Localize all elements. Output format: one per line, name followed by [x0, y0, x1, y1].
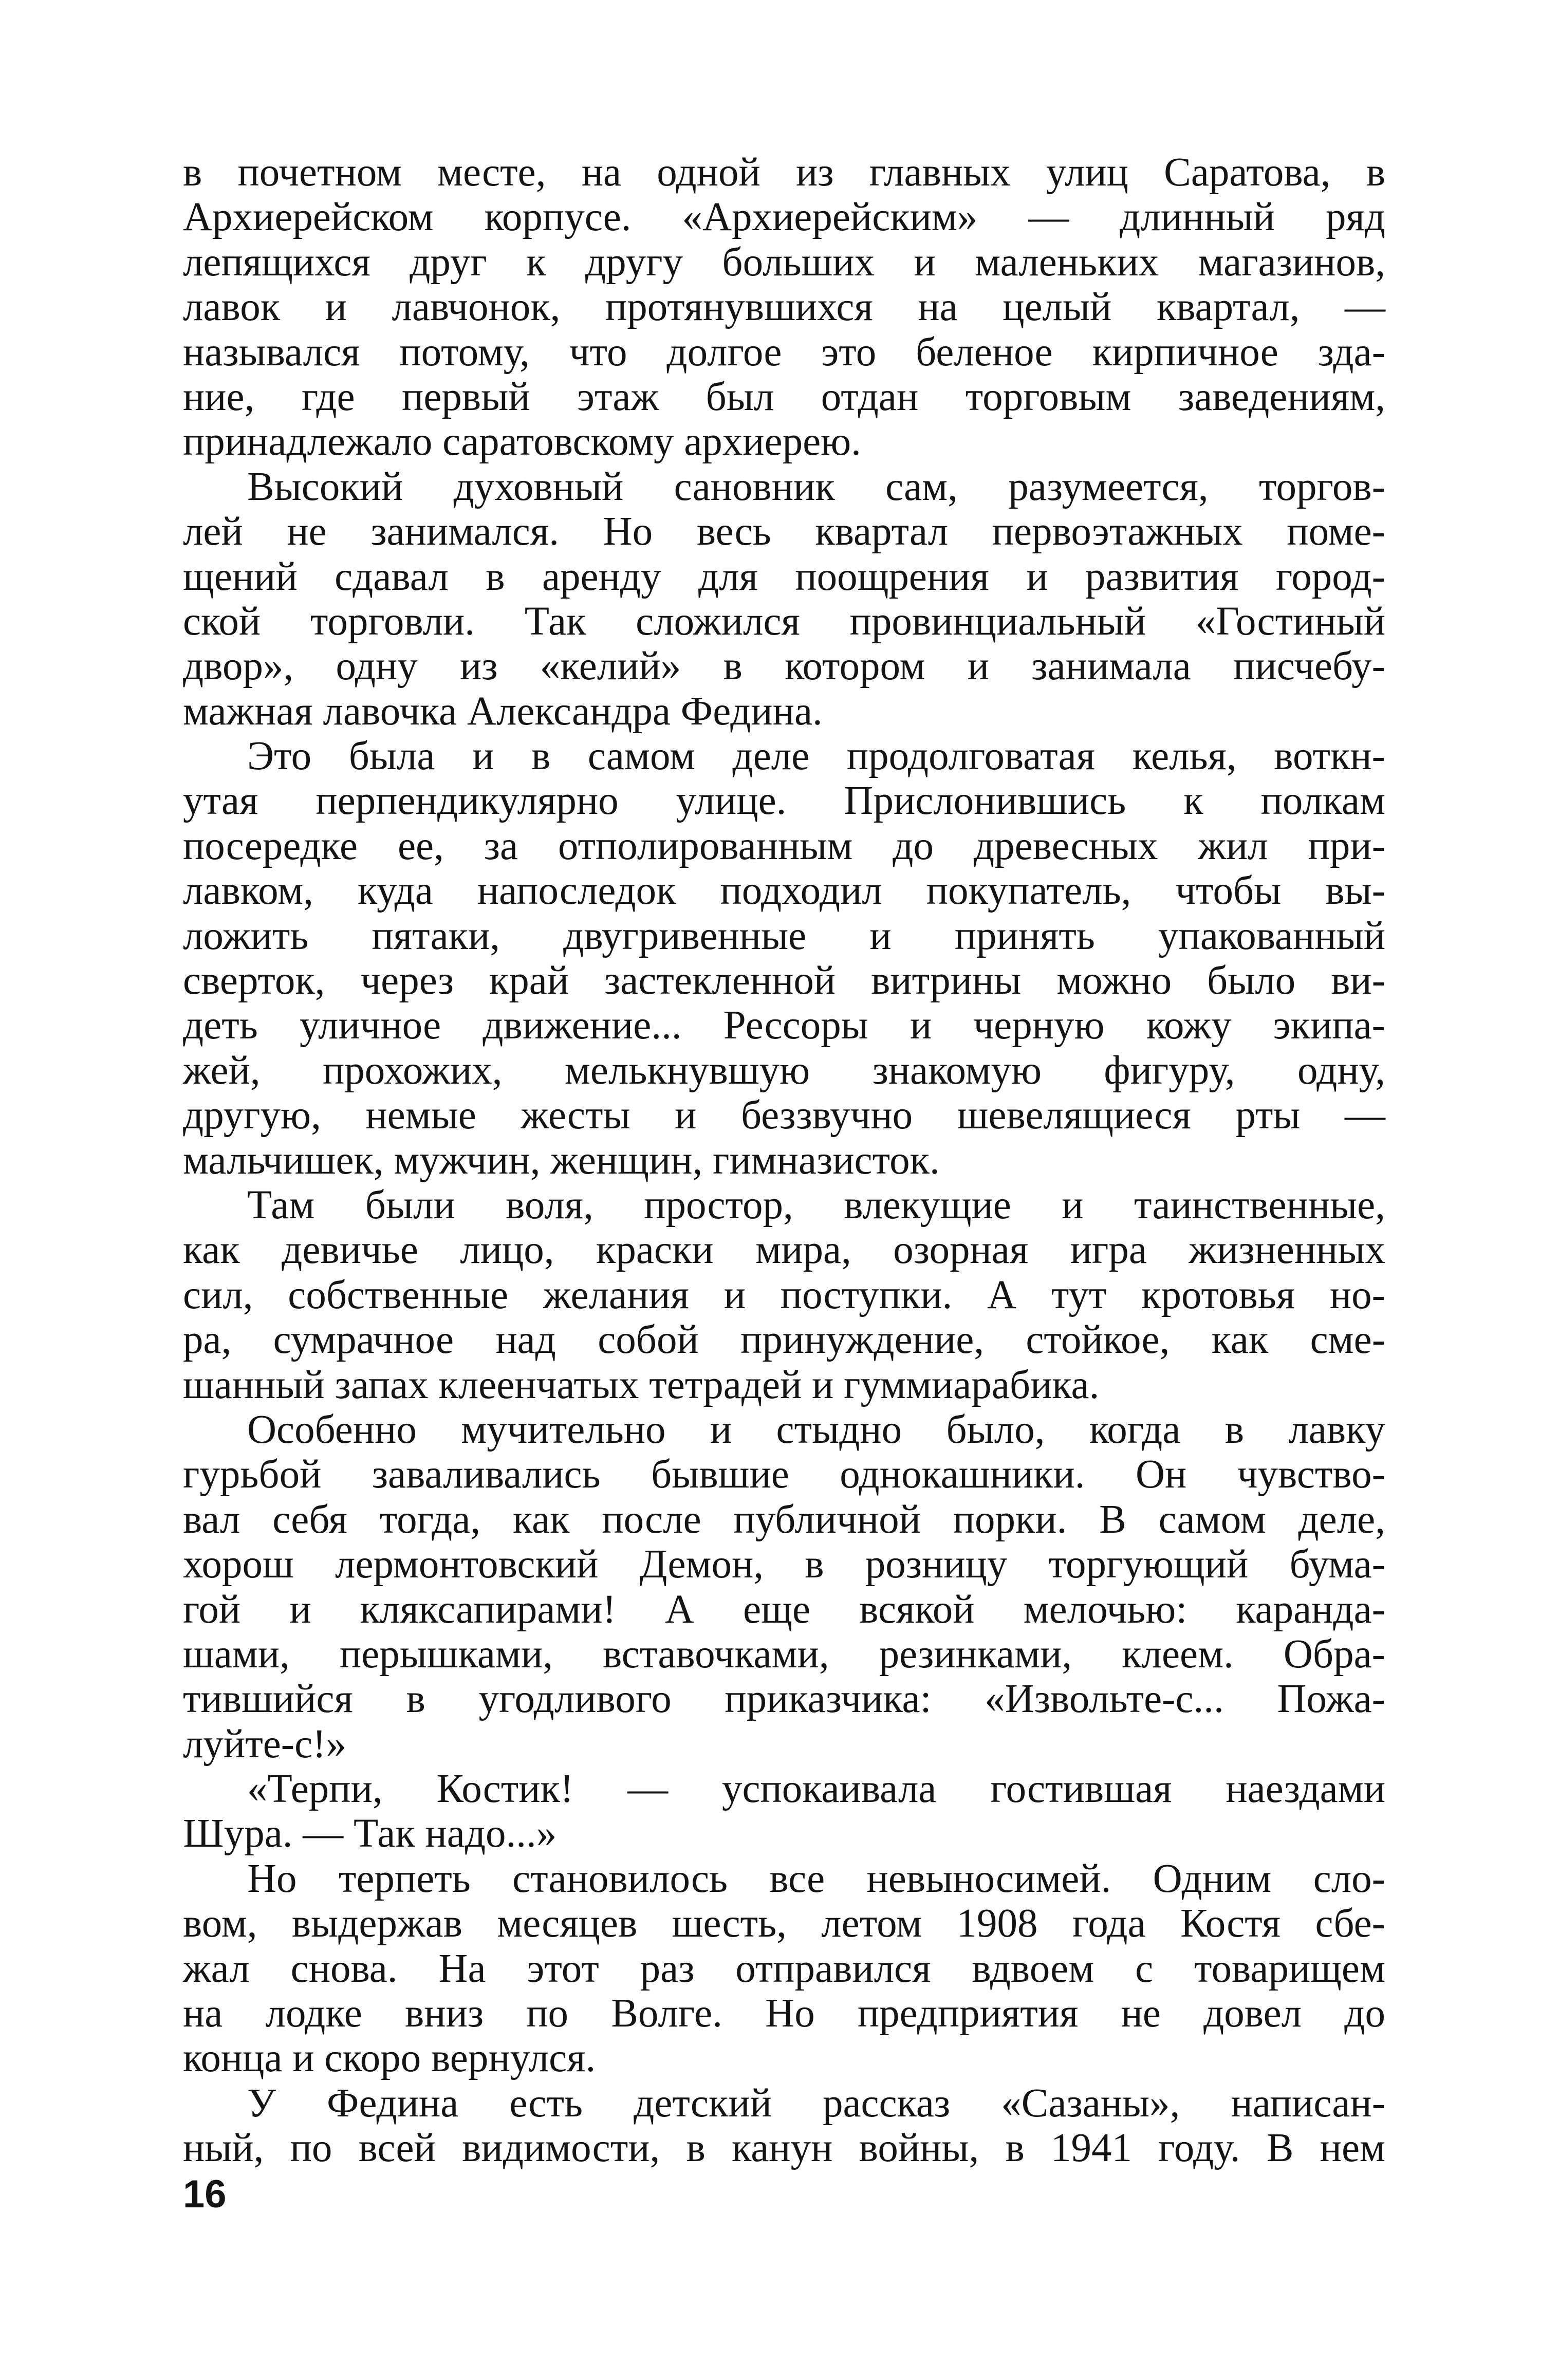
text-line: Это была и в самом деле продолговатая келья, воткн-	[247, 734, 1385, 779]
text-line: в почетном месте, на одной из главных улиц Саратова, в	[183, 150, 1385, 195]
text-line: Шура. — Так надо...»	[183, 1811, 557, 1856]
text-line: назывался потому, что долгое это беленое кирпичное зда-	[183, 329, 1385, 375]
text-line: шами, перышками, вставочками, резинками, клеем. Обра-	[183, 1631, 1385, 1677]
text-line: ный, по всей видимости, в канун войны, в 1941 году. В нем	[183, 2126, 1385, 2171]
text-line: «Терпи, Костик! — успокаивала гостившая наездами	[247, 1767, 1385, 1812]
text-line: принадлежало саратовскому архиерею.	[183, 419, 861, 464]
text-line: вом, выдержав месяцев шесть, летом 1908 года Костя сбе-	[183, 1901, 1385, 1946]
text-line: ской торговли. Так сложился провинциальный «Гостиный	[183, 599, 1385, 644]
text-line: как девичье лицо, краски мира, озорная игра жизненных	[183, 1228, 1385, 1273]
text-line: другую, немые жесты и беззвучно шевелящиеся рты —	[183, 1093, 1385, 1138]
text-line: ние, где первый этаж был отдан торговым заведениям,	[183, 374, 1385, 419]
text-line: жей, прохожих, мелькнувшую знакомую фигуру, одну,	[183, 1048, 1385, 1093]
text-line: гурьбой заваливались бывшие однокашники. Он чувство-	[183, 1452, 1385, 1497]
text-line: шанный запах клеенчатых тетрадей и гуммиарабика.	[183, 1362, 1100, 1407]
text-line: Высокий духовный сановник сам, разумеется, торгов-	[247, 464, 1385, 509]
body-text	[183, 150, 1385, 2171]
text-line: сверток, через край застекленной витрины можно было ви-	[183, 958, 1385, 1003]
text-line: ложить пятаки, двугривенные и принять упакованный	[183, 913, 1385, 958]
text-line: вал себя тогда, как после публичной порки. В самом деле,	[183, 1497, 1385, 1542]
text-line: мажная лавочка Александра Федина.	[183, 689, 823, 734]
text-line: лавок и лавчонок, протянувшихся на целый квартал, —	[183, 285, 1385, 330]
text-line: на лодке вниз по Волге. Но предприятия не довел до	[183, 1991, 1385, 2036]
text-line: луйте-с!»	[183, 1721, 346, 1767]
text-line: гой и кляксапирами! А еще всякой мелочью: каранда-	[183, 1587, 1385, 1632]
text-line: лавком, куда напоследок подходил покупатель, чтобы вы-	[183, 868, 1385, 914]
text-line: Особенно мучительно и стыдно было, когда в лавку	[247, 1407, 1385, 1452]
text-line: посередке ее, за отполированным до древесных жил при-	[183, 823, 1385, 868]
text-line: конца и скоро вернулся.	[183, 2036, 596, 2081]
text-line: сил, собственные желания и поступки. А тут кротовья но-	[183, 1272, 1385, 1317]
text-line: утая перпендикулярно улице. Прислонившись к полкам	[183, 778, 1385, 824]
text-line: Архиерейском корпусе. «Архиерейским» — длинный ряд	[183, 195, 1385, 240]
text-line: лей не занимался. Но весь квартал первоэтажных поме-	[183, 509, 1385, 554]
text-line: хорош лермонтовский Демон, в розницу торгующий бума-	[183, 1542, 1385, 1587]
text-line: мальчишек, мужчин, женщин, гимназисток.	[183, 1138, 940, 1183]
text-line: У Федина есть детский рассказ «Сазаны», написан-	[247, 2080, 1385, 2126]
text-line: тившийся в угодливого приказчика: «Извольте-с... Пожа-	[183, 1677, 1385, 1722]
text-line: жал снова. На этот раз отправился вдвоем с товарищем	[183, 1946, 1385, 1991]
text-line: Но терпеть становилось все невыносимей. Одним сло-	[247, 1856, 1385, 1901]
text-line: двор», одну из «келий» в котором и занимала писчебу-	[183, 644, 1385, 689]
text-line: Там были воля, простор, влекущие и таинственные,	[247, 1182, 1385, 1228]
text-line: щений сдавал в аренду для поощрения и развития город-	[183, 554, 1385, 599]
text-line: лепящихся друг к другу больших и маленьких магазинов,	[183, 239, 1385, 285]
text-line: деть уличное движение... Рессоры и черную кожу экипа-	[183, 1003, 1385, 1048]
text-line: ра, сумрачное над собой принуждение, стойкое, как сме-	[183, 1317, 1385, 1363]
page-number: 16	[183, 2172, 227, 2216]
